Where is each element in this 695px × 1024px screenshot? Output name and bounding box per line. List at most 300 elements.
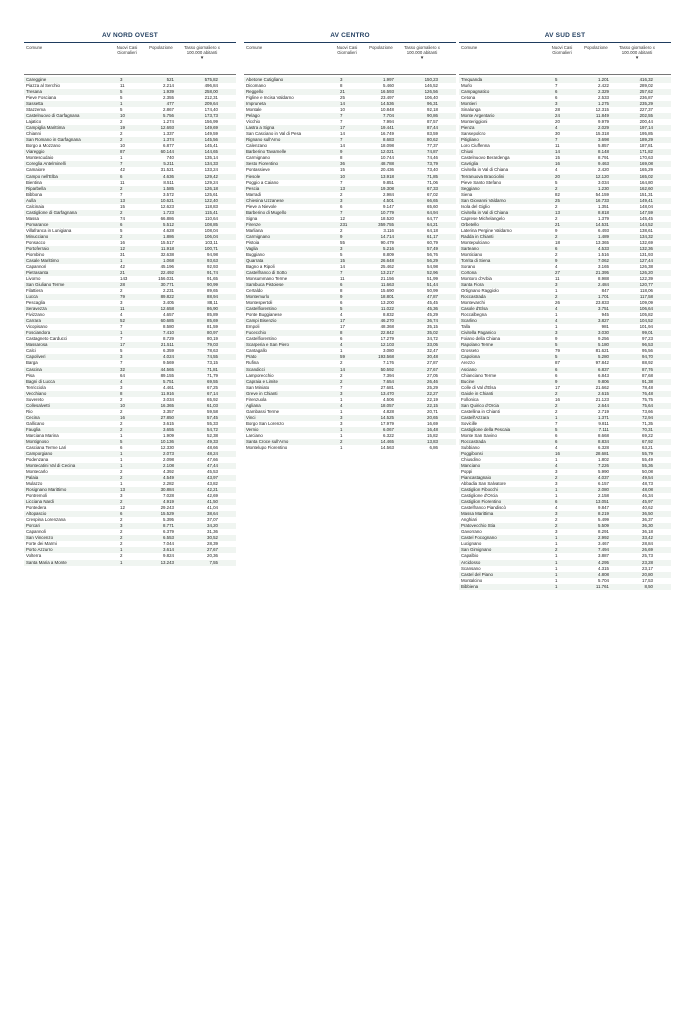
cell-popolazione: 13.217	[380, 270, 394, 275]
sort-desc-icon[interactable]: ▼	[199, 54, 205, 60]
cell-tasso: 28,84	[642, 541, 653, 547]
cell-tasso: 45,45	[427, 300, 438, 306]
cell-tasso: 96,53	[642, 342, 653, 348]
cell-comune: San Vincenzo	[26, 535, 54, 541]
cell-tasso: 92,18	[427, 107, 438, 113]
cell-comune: Coreglia Antelminelli	[26, 161, 66, 167]
cell-nuovi-casi: 15	[340, 167, 345, 173]
cell-popolazione: 18.098	[380, 143, 394, 149]
cell-nuovi-casi: 3	[555, 511, 558, 517]
cell-comune: Sassetta	[26, 101, 44, 107]
cell-comune: Poggibonsi	[461, 450, 483, 456]
cell-comune: Castiglione di Garfagnana	[26, 209, 77, 215]
cell-tasso: 132,36	[639, 245, 653, 251]
cell-popolazione: 12.315	[595, 107, 609, 113]
sort-desc-icon[interactable]: ▼	[419, 54, 425, 60]
cell-comune: Castiglion Fibocchi	[461, 487, 498, 493]
cell-tasso: 41,50	[207, 499, 218, 505]
cell-comune: Terricciola	[26, 384, 46, 390]
cell-comune: Minucciano	[26, 233, 49, 239]
cell-popolazione: 6.067	[383, 426, 394, 432]
cell-nuovi-casi: 1	[120, 481, 123, 487]
cell-popolazione: 1.068	[163, 257, 174, 263]
cell-nuovi-casi: 7	[340, 179, 343, 185]
cell-comune: Torrita di Siena	[461, 257, 491, 263]
cell-tasso: 87,57	[427, 119, 438, 125]
cell-nuovi-casi: 1	[555, 565, 558, 571]
cell-nuovi-casi: 10	[340, 107, 345, 113]
cell-popolazione: 23.833	[595, 300, 609, 306]
cell-tasso: 122,39	[639, 276, 653, 282]
cell-popolazione: 477	[166, 101, 174, 107]
cell-nuovi-casi: 5	[120, 348, 123, 354]
cell-nuovi-casi: 5	[555, 354, 558, 360]
cell-nuovi-casi: 2	[120, 499, 123, 505]
cell-popolazione: 1.374	[163, 137, 174, 143]
cell-popolazione: 11.761	[595, 583, 609, 589]
cell-tasso: 71,81	[207, 366, 218, 372]
cell-comune: Collesalvetti	[26, 402, 50, 408]
cell-tasso: 80,19	[207, 336, 218, 342]
cell-comune: Scarperia e San Piero	[246, 342, 289, 348]
cell-nuovi-casi: 1	[120, 330, 123, 336]
cell-tasso: 132,69	[639, 239, 653, 245]
cell-tasso: 45,36	[427, 306, 438, 312]
cell-popolazione: 4.919	[163, 499, 174, 505]
cell-comune: Casciana Terme Lari	[26, 444, 67, 450]
cell-popolazione: 15.318	[595, 131, 609, 137]
cell-tasso: 76,48	[642, 390, 653, 396]
cell-nuovi-casi: 8	[340, 83, 343, 89]
cell-popolazione: 8.511	[163, 179, 174, 185]
cell-comune: Gaiole in Chianti	[461, 390, 494, 396]
cell-nuovi-casi: 7	[120, 191, 123, 197]
cell-tasso: 48,73	[642, 481, 653, 487]
cell-tasso: 171,82	[639, 149, 653, 155]
cell-nuovi-casi: 10	[120, 143, 125, 149]
cell-nuovi-casi: 2	[120, 529, 123, 535]
cell-popolazione: 90.479	[380, 239, 394, 245]
cell-popolazione: 3.165	[598, 263, 609, 269]
column-header-comune-label: Comune	[26, 45, 43, 50]
cell-nuovi-casi: 3	[340, 420, 343, 426]
cell-tasso: 36,50	[642, 511, 653, 517]
cell-nuovi-casi: 2	[340, 372, 343, 378]
column-header-tasso[interactable]	[398, 46, 446, 74]
cell-nuovi-casi: 16	[555, 161, 560, 167]
cell-tasso: 30,52	[207, 535, 218, 541]
cell-comune: Pontassieve	[246, 167, 270, 173]
cell-comune: Foiano della Chiana	[461, 336, 501, 342]
cell-comune: Sambuca Pistoiese	[246, 282, 284, 288]
cell-tasso: 52,38	[207, 432, 218, 438]
cell-popolazione: 2.533	[598, 95, 609, 101]
cell-nuovi-casi: 3	[555, 469, 558, 475]
cell-comune: Empoli	[246, 324, 260, 330]
cell-popolazione: 23.497	[380, 95, 394, 101]
cell-comune: Montespertoli	[246, 300, 273, 306]
column-header-popolazione-label: Popolazione	[369, 45, 393, 50]
cell-tasso: 91,65	[207, 276, 218, 282]
cell-tasso: 150,23	[424, 77, 438, 82]
cell-tasso: 50,08	[642, 469, 653, 475]
cell-tasso: 145,56	[204, 137, 218, 143]
column-header-nuovi-casi-label: Nuovi Casi Giornalieri	[116, 45, 138, 55]
cell-nuovi-casi: 3	[555, 101, 558, 107]
cell-popolazione: 3.887	[598, 553, 609, 559]
cell-tasso: 496,84	[204, 83, 218, 89]
cell-popolazione: 12.103	[380, 342, 394, 348]
cell-nuovi-casi: 10	[120, 402, 125, 408]
cell-comune: Bagno a Ripoli	[246, 263, 275, 269]
cell-comune: Castel Focognano	[461, 535, 497, 541]
column-header-tasso[interactable]	[613, 46, 661, 74]
cell-comune: Firenze	[246, 221, 261, 227]
cell-comune: Forte dei Marmi	[26, 541, 57, 547]
cell-comune: Montepulciano	[461, 239, 490, 245]
cell-popolazione: 156.031	[158, 276, 174, 282]
cell-tasso: 170,63	[639, 155, 653, 161]
cell-popolazione: 8.988	[598, 276, 609, 282]
cell-comune: Portoferraio	[26, 245, 49, 251]
cell-popolazione: 7.111	[598, 426, 609, 432]
cell-comune: Pontedera	[26, 505, 47, 511]
cell-comune: Marliana	[246, 227, 263, 233]
cell-comune: Bagni di Lucca	[26, 378, 55, 384]
cell-tasso: 127,44	[639, 257, 653, 263]
cell-tasso: 67,14	[207, 390, 218, 396]
cell-tasso: 49,54	[642, 475, 653, 481]
cell-tasso: 126,20	[639, 270, 653, 275]
cell-tasso: 45,29	[427, 312, 438, 318]
cell-popolazione: 66.886	[160, 215, 174, 221]
cell-popolazione: 1.585	[163, 185, 174, 191]
cell-popolazione: 14.536	[380, 101, 394, 107]
cell-popolazione: 30.884	[160, 487, 174, 493]
cell-nuovi-casi: 3	[120, 354, 123, 360]
cell-tasso: 77,37	[427, 143, 438, 149]
cell-nuovi-casi: 12	[120, 245, 125, 251]
cell-nuovi-casi: 21	[120, 270, 125, 275]
cell-tasso: 106,40	[424, 95, 438, 101]
cell-tasso: 73,79	[427, 161, 438, 167]
cell-comune: Castelnuovo di Garfagnana	[26, 113, 80, 119]
cell-nuovi-casi: 1	[120, 547, 123, 553]
cell-popolazione: 1.275	[598, 101, 609, 107]
cell-popolazione: 5.499	[598, 517, 609, 523]
cell-tasso: 91,38	[642, 378, 653, 384]
cell-comune: Cavriglia	[461, 161, 479, 167]
cell-popolazione: 2.484	[598, 282, 609, 288]
cell-nuovi-casi: 6	[555, 245, 558, 251]
cell-popolazione: 15.690	[380, 288, 394, 294]
column-header-comune-label: Comune	[246, 45, 263, 50]
cell-popolazione: 18.520	[380, 215, 394, 221]
cell-popolazione: 1.909	[163, 432, 174, 438]
cell-tasso: 129,24	[204, 179, 218, 185]
column-header-nuovi-casi	[545, 46, 579, 74]
cell-tasso: 108,04	[204, 227, 218, 233]
cell-popolazione: 14.563	[380, 444, 394, 450]
cell-popolazione: 945	[601, 312, 609, 318]
cell-tasso: 22,19	[427, 396, 438, 402]
cell-popolazione: 20.436	[380, 167, 394, 173]
cell-comune: Cortona	[461, 270, 477, 275]
cell-nuovi-casi: 42	[120, 263, 125, 269]
cell-popolazione: 12.021	[380, 149, 394, 155]
cell-tasso: 56,29	[427, 257, 438, 263]
column-header-nuovi-casi-label: Nuovi Casi Giornalieri	[551, 45, 573, 55]
cell-nuovi-casi: 2	[555, 547, 558, 553]
cell-tasso: 122,40	[204, 197, 218, 203]
cell-comune: Chianni	[26, 131, 41, 137]
cell-tasso: 120,77	[639, 282, 653, 288]
cell-tasso: 22,27	[427, 390, 438, 396]
cell-nuovi-casi: 1	[555, 487, 558, 493]
cell-tasso: 195,85	[639, 131, 653, 137]
cell-popolazione: 5.512	[163, 221, 174, 227]
column-header-nuovi-casi	[330, 46, 364, 74]
cell-nuovi-casi: 11	[120, 179, 125, 185]
cell-tasso: 64,21	[427, 221, 438, 227]
cell-popolazione: 45.196	[160, 263, 174, 269]
cell-nuovi-casi: 2	[340, 360, 343, 366]
section-title: AV CENTRO	[244, 30, 456, 43]
cell-popolazione: 97.842	[595, 360, 609, 366]
cell-tasso: 59,58	[207, 408, 218, 414]
cell-tasso: 95,56	[642, 348, 653, 354]
cell-popolazione: 4.636	[163, 173, 174, 179]
cell-tasso: 134,33	[204, 161, 218, 167]
cell-nuovi-casi: 87	[555, 360, 560, 366]
cell-popolazione: 12.693	[160, 125, 174, 131]
cell-comune: Asciano	[461, 366, 477, 372]
cell-popolazione: 1.802	[598, 456, 609, 462]
cell-popolazione: 8.809	[383, 251, 394, 257]
cell-popolazione: 44.565	[160, 366, 174, 372]
cell-comune: Talla	[461, 324, 471, 330]
cell-comune: Bientina	[26, 179, 42, 185]
cell-comune: Borgo a Mozzano	[26, 143, 61, 149]
cell-tasso: 48,08	[642, 487, 653, 493]
cell-comune: Bucine	[461, 378, 475, 384]
cell-popolazione: 1.274	[163, 119, 174, 125]
cell-popolazione: 8.818	[598, 209, 609, 215]
cell-tasso: 54,98	[427, 263, 438, 269]
cell-comune: Sovicille	[461, 420, 478, 426]
cell-popolazione: 30.771	[160, 282, 174, 288]
cell-popolazione: 5.216	[383, 245, 394, 251]
cell-nuovi-casi: 1	[555, 571, 558, 577]
cell-comune: San Giuliano Terme	[26, 282, 65, 288]
cell-tasso: 212,31	[204, 95, 218, 101]
cell-nuovi-casi: 17	[340, 125, 345, 131]
cell-tasso: 126,38	[639, 263, 653, 269]
cell-comune: Fucecchio	[246, 330, 267, 336]
cell-tasso: 60,79	[427, 239, 438, 245]
cell-comune: Roccalbegna	[461, 312, 487, 318]
cell-popolazione: 740	[166, 155, 174, 161]
cell-nuovi-casi: 5	[555, 342, 558, 348]
cell-comune: Cetona	[461, 95, 476, 101]
cell-tasso: 36,30	[642, 523, 653, 529]
cell-popolazione: 9.824	[163, 553, 174, 559]
cell-popolazione: 13.470	[380, 390, 394, 396]
cell-tasso: 20,71	[427, 408, 438, 414]
cell-comune: Palaia	[26, 475, 39, 481]
cell-tasso: 16,48	[427, 426, 438, 432]
cell-nuovi-casi: 2	[120, 535, 123, 541]
cell-comune: Vecchiano	[26, 390, 47, 396]
cell-nuovi-casi: 6	[340, 300, 343, 306]
cell-comune: Vicchio	[246, 119, 261, 125]
cell-tasso: 52,96	[427, 270, 438, 275]
cell-comune: Fosciandora	[26, 330, 51, 336]
cell-popolazione: 13.365	[595, 239, 609, 245]
cell-tasso: 27,05	[427, 372, 438, 378]
cell-comune: Grosseto	[461, 348, 479, 354]
cell-comune: Arezzo	[461, 360, 475, 366]
cell-comune: Castiglione della Pescaia	[461, 426, 511, 432]
cell-nuovi-casi: 3	[340, 197, 343, 203]
cell-popolazione: 22.842	[380, 330, 394, 336]
cell-comune: Radda in Chianti	[461, 233, 494, 239]
cell-popolazione: 521	[166, 77, 174, 82]
cell-comune: Villafranca in Lunigiana	[26, 227, 72, 233]
cell-nuovi-casi: 11	[555, 276, 560, 282]
cell-tasso: 135,14	[204, 155, 218, 161]
cell-popolazione: 13.051	[595, 499, 609, 505]
cell-comune: Scandicci	[246, 366, 265, 372]
column-header-tasso[interactable]	[178, 46, 226, 74]
cell-tasso: 85,69	[207, 318, 218, 324]
cell-nuovi-casi: 1	[340, 408, 343, 414]
cell-tasso: 71,85	[427, 173, 438, 179]
cell-comune: Barberino di Mugello	[246, 209, 287, 215]
cell-popolazione: 28.681	[595, 450, 609, 456]
cell-tasso: 20,36	[207, 553, 218, 559]
cell-popolazione: 4.315	[598, 565, 609, 571]
cell-nuovi-casi: 17	[120, 342, 125, 348]
sort-desc-icon[interactable]: ▼	[634, 54, 640, 60]
cell-nuovi-casi: 9	[555, 227, 558, 233]
cell-popolazione: 6.553	[163, 535, 174, 541]
section-av-nord-ovest	[24, 30, 236, 566]
cell-nuovi-casi: 1	[340, 348, 343, 354]
cell-tasso: 54,72	[207, 426, 218, 432]
cell-popolazione: 15.529	[160, 511, 174, 517]
cell-nuovi-casi: 2	[120, 475, 123, 481]
cell-comune: Castelnuovo Berardenga	[461, 155, 510, 161]
cell-tasso: 43,82	[207, 481, 218, 487]
cell-nuovi-casi: 1	[120, 559, 123, 565]
cell-popolazione: 5.180	[598, 342, 609, 348]
cell-popolazione: 1.230	[598, 185, 609, 191]
cell-comune: Calenzano	[246, 143, 267, 149]
cell-comune: Roccastrada	[461, 294, 486, 300]
cell-tasso: 164,80	[639, 179, 653, 185]
cell-tasso: 106,64	[639, 306, 653, 312]
cell-comune: Piombino	[26, 251, 45, 257]
cell-nuovi-casi: 5	[340, 306, 343, 312]
cell-comune: Lajatico	[26, 119, 42, 125]
cell-popolazione: 18.057	[380, 402, 394, 408]
cell-tasso: 174,40	[204, 107, 218, 113]
cell-tasso: 51,44	[427, 282, 438, 288]
cell-popolazione: 2.992	[598, 535, 609, 541]
cell-comune: Sorano	[461, 263, 476, 269]
cell-tasso: 45,97	[642, 499, 653, 505]
cell-popolazione: 9.851	[383, 179, 394, 185]
cell-comune: Barberino Tavarnelle	[246, 149, 287, 155]
cell-tasso: 71,35	[642, 420, 653, 426]
cell-comune: Castel del Piano	[461, 571, 493, 577]
cell-comune: Casale Marittimo	[26, 257, 59, 263]
cell-nuovi-casi: 2	[120, 209, 123, 215]
cell-comune: Campi Bisenzio	[246, 318, 277, 324]
cell-nuovi-casi: 3	[120, 493, 123, 499]
cell-comune: Rosignano Marittimo	[26, 487, 67, 493]
cell-nuovi-casi: 8	[340, 330, 343, 336]
cell-tasso: 88,11	[207, 300, 218, 306]
cell-tasso: 151,31	[639, 191, 653, 197]
cell-nuovi-casi: 5	[120, 89, 123, 95]
cell-popolazione: 2.282	[163, 481, 174, 487]
cell-comune: Borgo San Lorenzo	[246, 420, 284, 426]
table-row	[459, 584, 671, 590]
cell-comune: Pomarance	[26, 221, 49, 227]
cell-nuovi-casi: 4	[340, 402, 343, 408]
cell-nuovi-casi: 2	[555, 185, 558, 191]
cell-tasso: 57,49	[427, 245, 438, 251]
cell-popolazione: 89.155	[160, 372, 174, 378]
cell-comune: Suvereto	[26, 396, 44, 402]
cell-nuovi-casi: 2	[120, 185, 123, 191]
cell-popolazione: 3.034	[598, 179, 609, 185]
cell-tasso: 25,29	[427, 384, 438, 390]
cell-comune: Castiglion Fiorentino	[461, 499, 502, 505]
cell-tasso: 138,61	[639, 227, 653, 233]
cell-popolazione: 6.843	[598, 372, 609, 378]
cell-popolazione: 2.231	[163, 288, 174, 294]
cell-tasso: 202,55	[639, 113, 653, 119]
cell-comune: Pescia	[246, 185, 260, 191]
cell-comune: Colle di Val d'Elsa	[461, 384, 496, 390]
cell-comune: Camporgiano	[26, 450, 53, 456]
cell-popolazione: 8.148	[598, 149, 609, 155]
cell-comune: Castagneto Carducci	[26, 336, 68, 342]
cell-nuovi-casi: 2	[120, 131, 123, 137]
cell-tasso: 55,36	[642, 463, 653, 468]
cell-tasso: 36,18	[642, 529, 653, 535]
cell-tasso: 40,62	[642, 505, 653, 511]
cell-nuovi-casi: 11	[120, 83, 125, 89]
cell-comune: Campiglia Marittima	[26, 125, 65, 131]
cell-popolazione: 11.022	[380, 306, 394, 312]
cell-comune: Pietrasanta	[26, 270, 49, 275]
cell-nuovi-casi: 9	[340, 149, 343, 155]
cell-popolazione: 7.028	[163, 493, 174, 499]
cell-popolazione: 3.116	[383, 227, 394, 233]
cell-nuovi-casi: 4	[340, 342, 343, 348]
cell-tasso: 103,11	[204, 239, 218, 245]
cell-tasso: 71,79	[207, 372, 218, 378]
cell-popolazione: 14.714	[380, 233, 394, 239]
cell-popolazione: 2.615	[598, 390, 609, 396]
cell-nuovi-casi: 21	[555, 221, 560, 227]
cell-popolazione: 16.593	[380, 89, 394, 95]
cell-tasso: 91,74	[207, 270, 218, 275]
